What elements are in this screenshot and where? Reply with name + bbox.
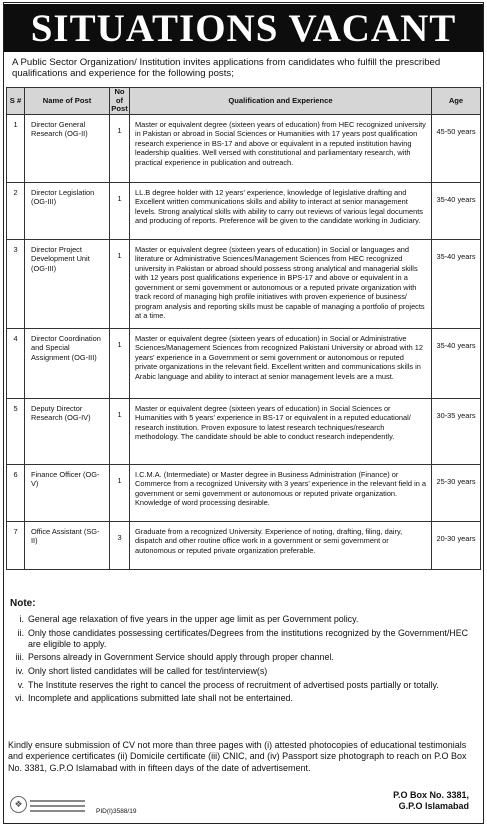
cell-qualification: Master or equivalent degree (sixteen years of education) in Social or languages and literature or Administrative Sciences/Management Sciences from HEC recognized university in Pakistan or abroad should possess strong analytical and managerial skills with 12 years post qualifications experience in BPS-17 and above or equivalent in a government or semi government or autonomous or a reputed private organization with track record of managing high profile initiatives with proven experience of business/ program analysis and reporting skills must be capable of managing a portfolio of projects at a time. xyxy=(130,239,432,328)
note-text: Only those candidates possessing certificates/Degrees from the institutions recognized by the Government/HEC are eligible to apply. xyxy=(28,627,469,649)
cell-age: 45-50 years xyxy=(432,114,481,182)
cell-no-of-post: 1 xyxy=(110,239,130,328)
note-number: v. xyxy=(17,679,24,690)
header-name: Name of Post xyxy=(25,88,110,115)
cell-post-name: Director Legislation (OG-III) xyxy=(25,182,110,239)
cell-sn: 2 xyxy=(7,182,25,239)
table-row xyxy=(7,239,481,328)
note-number: ii. xyxy=(17,627,24,638)
posts-table xyxy=(6,87,481,570)
note-number: vi. xyxy=(15,693,24,704)
cell-qualification: Master or equivalent degree (sixteen years of education) in Social or Administrative Sciences/Management Sciences from recognized Pakistani University or abroad with 12 years' experience in a Government or semi government or autonomous or reputed private organizations in the relevant field. Excellent written and communications skills in Arabic language and ability to interact at senior management levels are a must. xyxy=(130,328,432,398)
cell-post-name: Finance Officer (OG-V) xyxy=(25,464,110,521)
cell-age: 35-40 years xyxy=(432,239,481,328)
postal-address xyxy=(393,790,469,812)
cell-no-of-post: 1 xyxy=(110,398,130,464)
cell-sn: 5 xyxy=(7,398,25,464)
title-banner xyxy=(4,4,483,52)
cell-qualification: Graduate from a recognized University. Experience of noting, drafting, filing, dairy, dispatch and other routine office work in a government or semi government or autonomous or reputed private organization preferable. xyxy=(130,521,432,569)
header-sn: S # xyxy=(7,88,25,115)
cell-qualification: I.C.M.A. (Intermediate) or Master degree in Business Administration (Finance) or Commerce from a recognized University with 3 years' experience in the relevant field in a government or semi government or autonomous or reputed private organization. Knowledge of word processing desirable. xyxy=(130,464,432,521)
cell-no-of-post: 1 xyxy=(110,182,130,239)
cell-qualification: Master or equivalent degree (sixteen years of education) from HEC recognized university in Pakistan or abroad in Social Sciences or Humanities with 17 years post qualification research experience in BS-17 and above or equivalent in a reputed institution having leadership qualities. Well versed with constitutional and parliamentary research, with practical experience in publication and outreach. xyxy=(130,114,432,182)
note-text: Persons already in Government Service should apply through proper channel. xyxy=(28,652,334,663)
table-row xyxy=(7,464,481,521)
intro-text: A Public Sector Organization/ Institution invites applications from candidates who fulfill the prescribed qualifications and experience for the following posts; xyxy=(12,57,441,79)
address-line-1: P.O Box No. 3381, xyxy=(393,790,469,800)
cell-post-name: Deputy Director Research (OG-IV) xyxy=(25,398,110,464)
table-row xyxy=(7,328,481,398)
table-row xyxy=(7,398,481,464)
cell-no-of-post: 1 xyxy=(110,328,130,398)
cell-sn: 1 xyxy=(7,114,25,182)
cell-age: 25-30 years xyxy=(432,464,481,521)
cell-age: 35-40 years xyxy=(432,182,481,239)
table-row xyxy=(7,182,481,239)
cell-qualification: LL.B degree holder with 12 years' experience, knowledge of legislative drafting and Excellent written communications skills and ability to interact at senior management levels. Strong analytical skills with ability to carry out reviews of various legal documents and producing of reports. Preference will be given to the candidate working in Judiciary. xyxy=(130,182,432,239)
note-item xyxy=(14,666,474,677)
cell-no-of-post: 1 xyxy=(110,114,130,182)
cell-sn: 4 xyxy=(7,328,25,398)
note-number: i. xyxy=(19,614,24,624)
note-number: iv. xyxy=(15,666,24,677)
cell-qualification: Master or equivalent degree (sixteen years of education) in Social Sciences or Humanities with 5 years' experience in BS-17 or equivalent in a reputed educational/ research institution. Proven exposure to latest research techniques/research methodology. The candidate should be able to conduct research independently. xyxy=(130,398,432,464)
header-age: Age xyxy=(432,88,481,115)
cell-age: 35-40 years xyxy=(432,328,481,398)
address-line-2: G.P.O Islamabad xyxy=(398,801,469,811)
note-item xyxy=(14,652,474,663)
page-title: SITUATIONS VACANT xyxy=(30,6,457,50)
cell-no-of-post: 3 xyxy=(110,521,130,569)
cell-post-name: Director General Research (OG-II) xyxy=(25,114,110,182)
cell-post-name: Director Project Development Unit (OG-III) xyxy=(25,239,110,328)
notes-list xyxy=(14,614,474,707)
note-text: Incomplete and applications submitted late shall not be entertained. xyxy=(28,693,293,704)
note-item xyxy=(14,628,474,650)
table-header-row xyxy=(7,88,481,115)
cell-sn: 3 xyxy=(7,239,25,328)
note-item xyxy=(14,693,474,704)
cell-post-name: Office Assistant (SG-II) xyxy=(25,521,110,569)
table-row xyxy=(7,521,481,569)
note-text: Only short listed candidates will be called for test/interview(s) xyxy=(28,666,268,677)
cell-sn: 7 xyxy=(7,521,25,569)
cell-age: 30-35 years xyxy=(432,398,481,464)
header-no: No of Post xyxy=(111,87,128,113)
note-item xyxy=(14,680,474,691)
header-qualification: Qualification and Experience xyxy=(130,88,432,115)
closing-paragraph: Kindly ensure submission of CV not more than three pages with (i) attested photocopies of educational testimonials and experience certificates (ii) Domicile certificate (iii) CNIC, and (iv) Passport size photograph to reach on P.O Box No. 3381, G.P.O Islamabad with in fifteen days of the date of advertisement. xyxy=(8,740,467,773)
logo-caption-icon xyxy=(30,797,85,813)
pid-number: PID(I)3588/19 xyxy=(96,808,137,815)
note-text: General age relaxation of five years in the upper age limit as per Government policy. xyxy=(28,614,359,624)
note-item xyxy=(14,614,474,625)
note-text: The Institute reserves the right to cancel the process of recruitment of advertised posts partially or totally. xyxy=(28,679,439,690)
note-number: iii. xyxy=(15,652,24,663)
cell-post-name: Director Coordination and Special Assignment (OG-III) xyxy=(25,328,110,398)
table-row xyxy=(7,114,481,182)
emblem-logo-icon: ❖ xyxy=(10,796,27,813)
cell-no-of-post: 1 xyxy=(110,464,130,521)
cell-sn: 6 xyxy=(7,464,25,521)
cell-age: 20-30 years xyxy=(432,521,481,569)
notes-heading: Note: xyxy=(10,598,36,609)
